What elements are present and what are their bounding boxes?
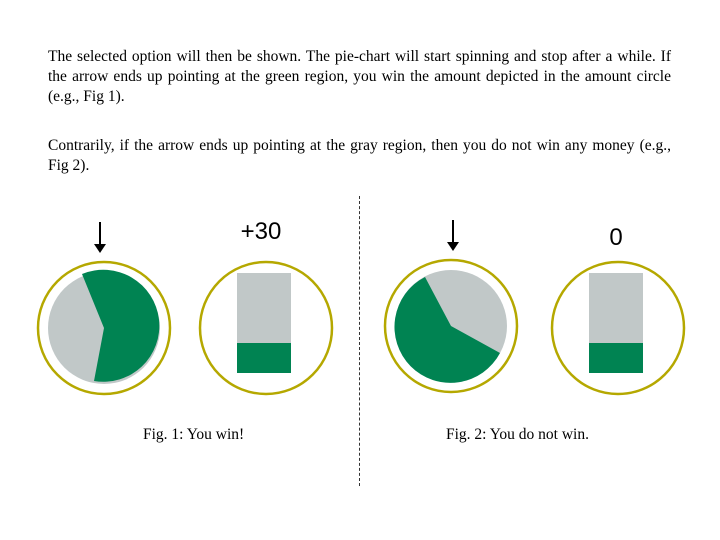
fig1-pie-wheel	[36, 260, 172, 396]
fig2-pie-wheel	[383, 258, 519, 394]
fig1-amount-label: +30	[240, 218, 282, 245]
fig2-caption: Fig. 2: You do not win.	[446, 426, 589, 443]
fig1-caption: Fig. 1: You win!	[143, 426, 245, 443]
figure-divider	[359, 196, 360, 486]
fig1-amount-green-fill	[237, 343, 291, 373]
fig1-amount-circle	[198, 260, 334, 396]
fig2-amount-circle	[550, 260, 686, 396]
fig2-amount-label: 0	[609, 224, 623, 251]
instruction-paragraph-2: Contrarily, if the arrow ends up pointing at the gray region, then you do not win any money (e.g., Fig 2).	[48, 137, 671, 174]
instruction-paragraph-1: The selected option will then be shown. The pie-chart will start spinning and stop after a while. If the arrow ends up pointing at the green region, you win the amount depicted in the amount circle (e.g., Fig 1).	[48, 48, 671, 105]
fig1-arrow-icon	[90, 220, 110, 256]
fig2-amount-green-fill	[589, 343, 643, 373]
fig2-arrow-icon	[443, 218, 463, 254]
